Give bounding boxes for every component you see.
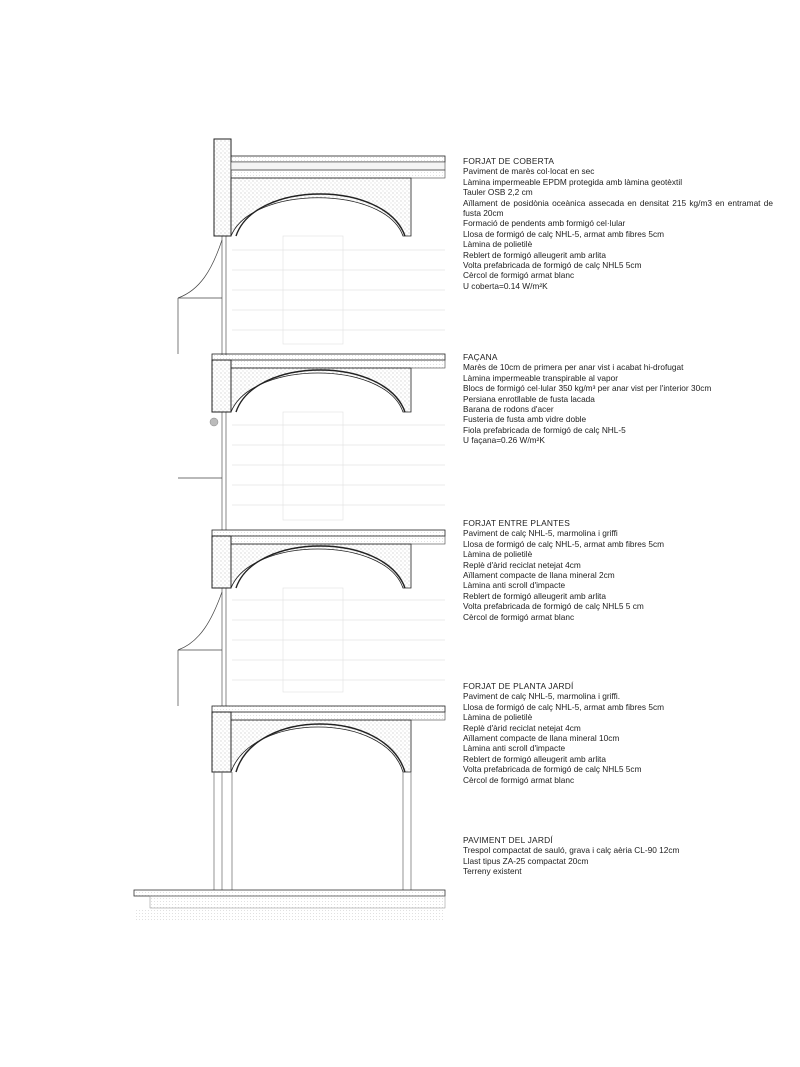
spec-item: Llast tipus ZA-25 compactat 20cm [463,855,589,866]
spec-item: Làmina de polietilè [463,712,533,723]
spec-item: Paviment de marès col·locat en sec [463,166,595,177]
floor-slab-roof [231,156,445,236]
spec-item: Volta prefabricada de formigó de calç NHL5 5 cm [463,601,644,612]
window-swings [178,240,222,706]
spec-title: FORJAT DE COBERTA [463,156,555,166]
roof-parapet [214,139,231,236]
spec-forjat-coberta [463,156,773,291]
spec-paviment-jardi [463,835,773,877]
spec-item: Volta prefabricada de formigó de calç NHL5 5cm [463,764,642,775]
spec-item: Formació de pendents amb formigó cel·lular [463,218,626,229]
spec-item: Aïllament de posidònia oceànica assecada en densitat 215 kg/m3 en entramat de fusta 20cm [463,197,773,219]
downpipe-marker [210,418,218,426]
spec-item: Tauler OSB 2,2 cm [463,187,533,198]
spec-item: Làmina de polietilè [463,239,533,250]
spec-item: Blocs de formigó cel·lular 350 kg/m³ per anar vist per l'interior 30cm [463,383,712,394]
spec-item: Paviment de calç NHL-5, marmolina i griffi. [463,691,621,702]
spec-item: Làmina anti scroll d'impacte [463,580,566,591]
spec-item: Aïllament compacte de llana mineral 10cm [463,733,620,744]
floor-slab-3 [212,530,445,588]
spec-title: FAÇANA [463,352,498,362]
ground-section [134,890,445,920]
spec-item: Persiana enrotllable de fusta lacada [463,393,595,404]
interior-elevation-lines [232,236,445,692]
spec-title: FORJAT ENTRE PLANTES [463,518,570,528]
floor-slab-2 [212,354,445,412]
spec-item: Replè d'àrid reciclat netejat 4cm [463,722,581,733]
foundation-lines [214,772,411,890]
spec-item: Reblert de formigó alleugerit amb arlita [463,249,606,260]
spec-item: Reblert de formigó alleugerit amb arlita [463,753,606,764]
spec-item: Llosa de formigó de calç NHL-5, armat amb fibres 5cm [463,538,665,549]
spec-item: Paviment de calç NHL-5, marmolina i griffi [463,528,618,539]
spec-item: Replè d'àrid reciclat netejat 4cm [463,559,581,570]
spec-title: PAVIMENT DEL JARDÍ [463,835,553,845]
spec-item: Làmina impermeable EPDM protegida amb làmina geotèxtil [463,176,683,187]
spec-item: Làmina impermeable transpirable al vapor [463,372,618,383]
spec-item: U coberta=0.14 W/m²K [463,280,548,291]
spec-item: Cèrcol de formigó armat blanc [463,611,575,622]
spec-item: Cèrcol de formigó armat blanc [463,270,575,281]
spec-item: Barana de rodons d'acer [463,404,554,415]
spec-item: Fiola prefabricada de formigó de calç NHL-5 [463,424,626,435]
spec-item: Aïllament compacte de llana mineral 2cm [463,570,615,581]
floor-slab-garden [212,706,445,772]
spec-item: Làmina anti scroll d'impacte [463,743,566,754]
spec-item: Terreny existent [463,866,522,877]
facade-wall-lines [222,236,226,706]
spec-title: FORJAT DE PLANTA JARDÍ [463,681,574,691]
spec-item: Volta prefabricada de formigó de calç NHL5 5cm [463,260,642,271]
spec-item: Fusteria de fusta amb vidre doble [463,414,587,425]
spec-item: U façana=0.26 W/m²K [463,435,545,446]
spec-forjat-entre-plantes [463,518,773,622]
spec-item: Llosa de formigó de calç NHL-5, armat amb fibres 5cm [463,228,665,239]
spec-item: Làmina de polietilè [463,549,533,560]
spec-item: Trespol compactat de sauló, grava i calç aèria CL-90 12cm [463,845,680,856]
spec-item: Llosa de formigó de calç NHL-5, armat amb fibres 5cm [463,701,665,712]
spec-item: Reblert de formigó alleugerit amb arlita [463,590,606,601]
spec-item: Cèrcol de formigó armat blanc [463,774,575,785]
spec-item: Marès de 10cm de primera per anar vist i acabat hi-drofugat [463,362,684,373]
spec-forjat-planta-jardi [463,681,773,785]
spec-facana [463,352,773,446]
